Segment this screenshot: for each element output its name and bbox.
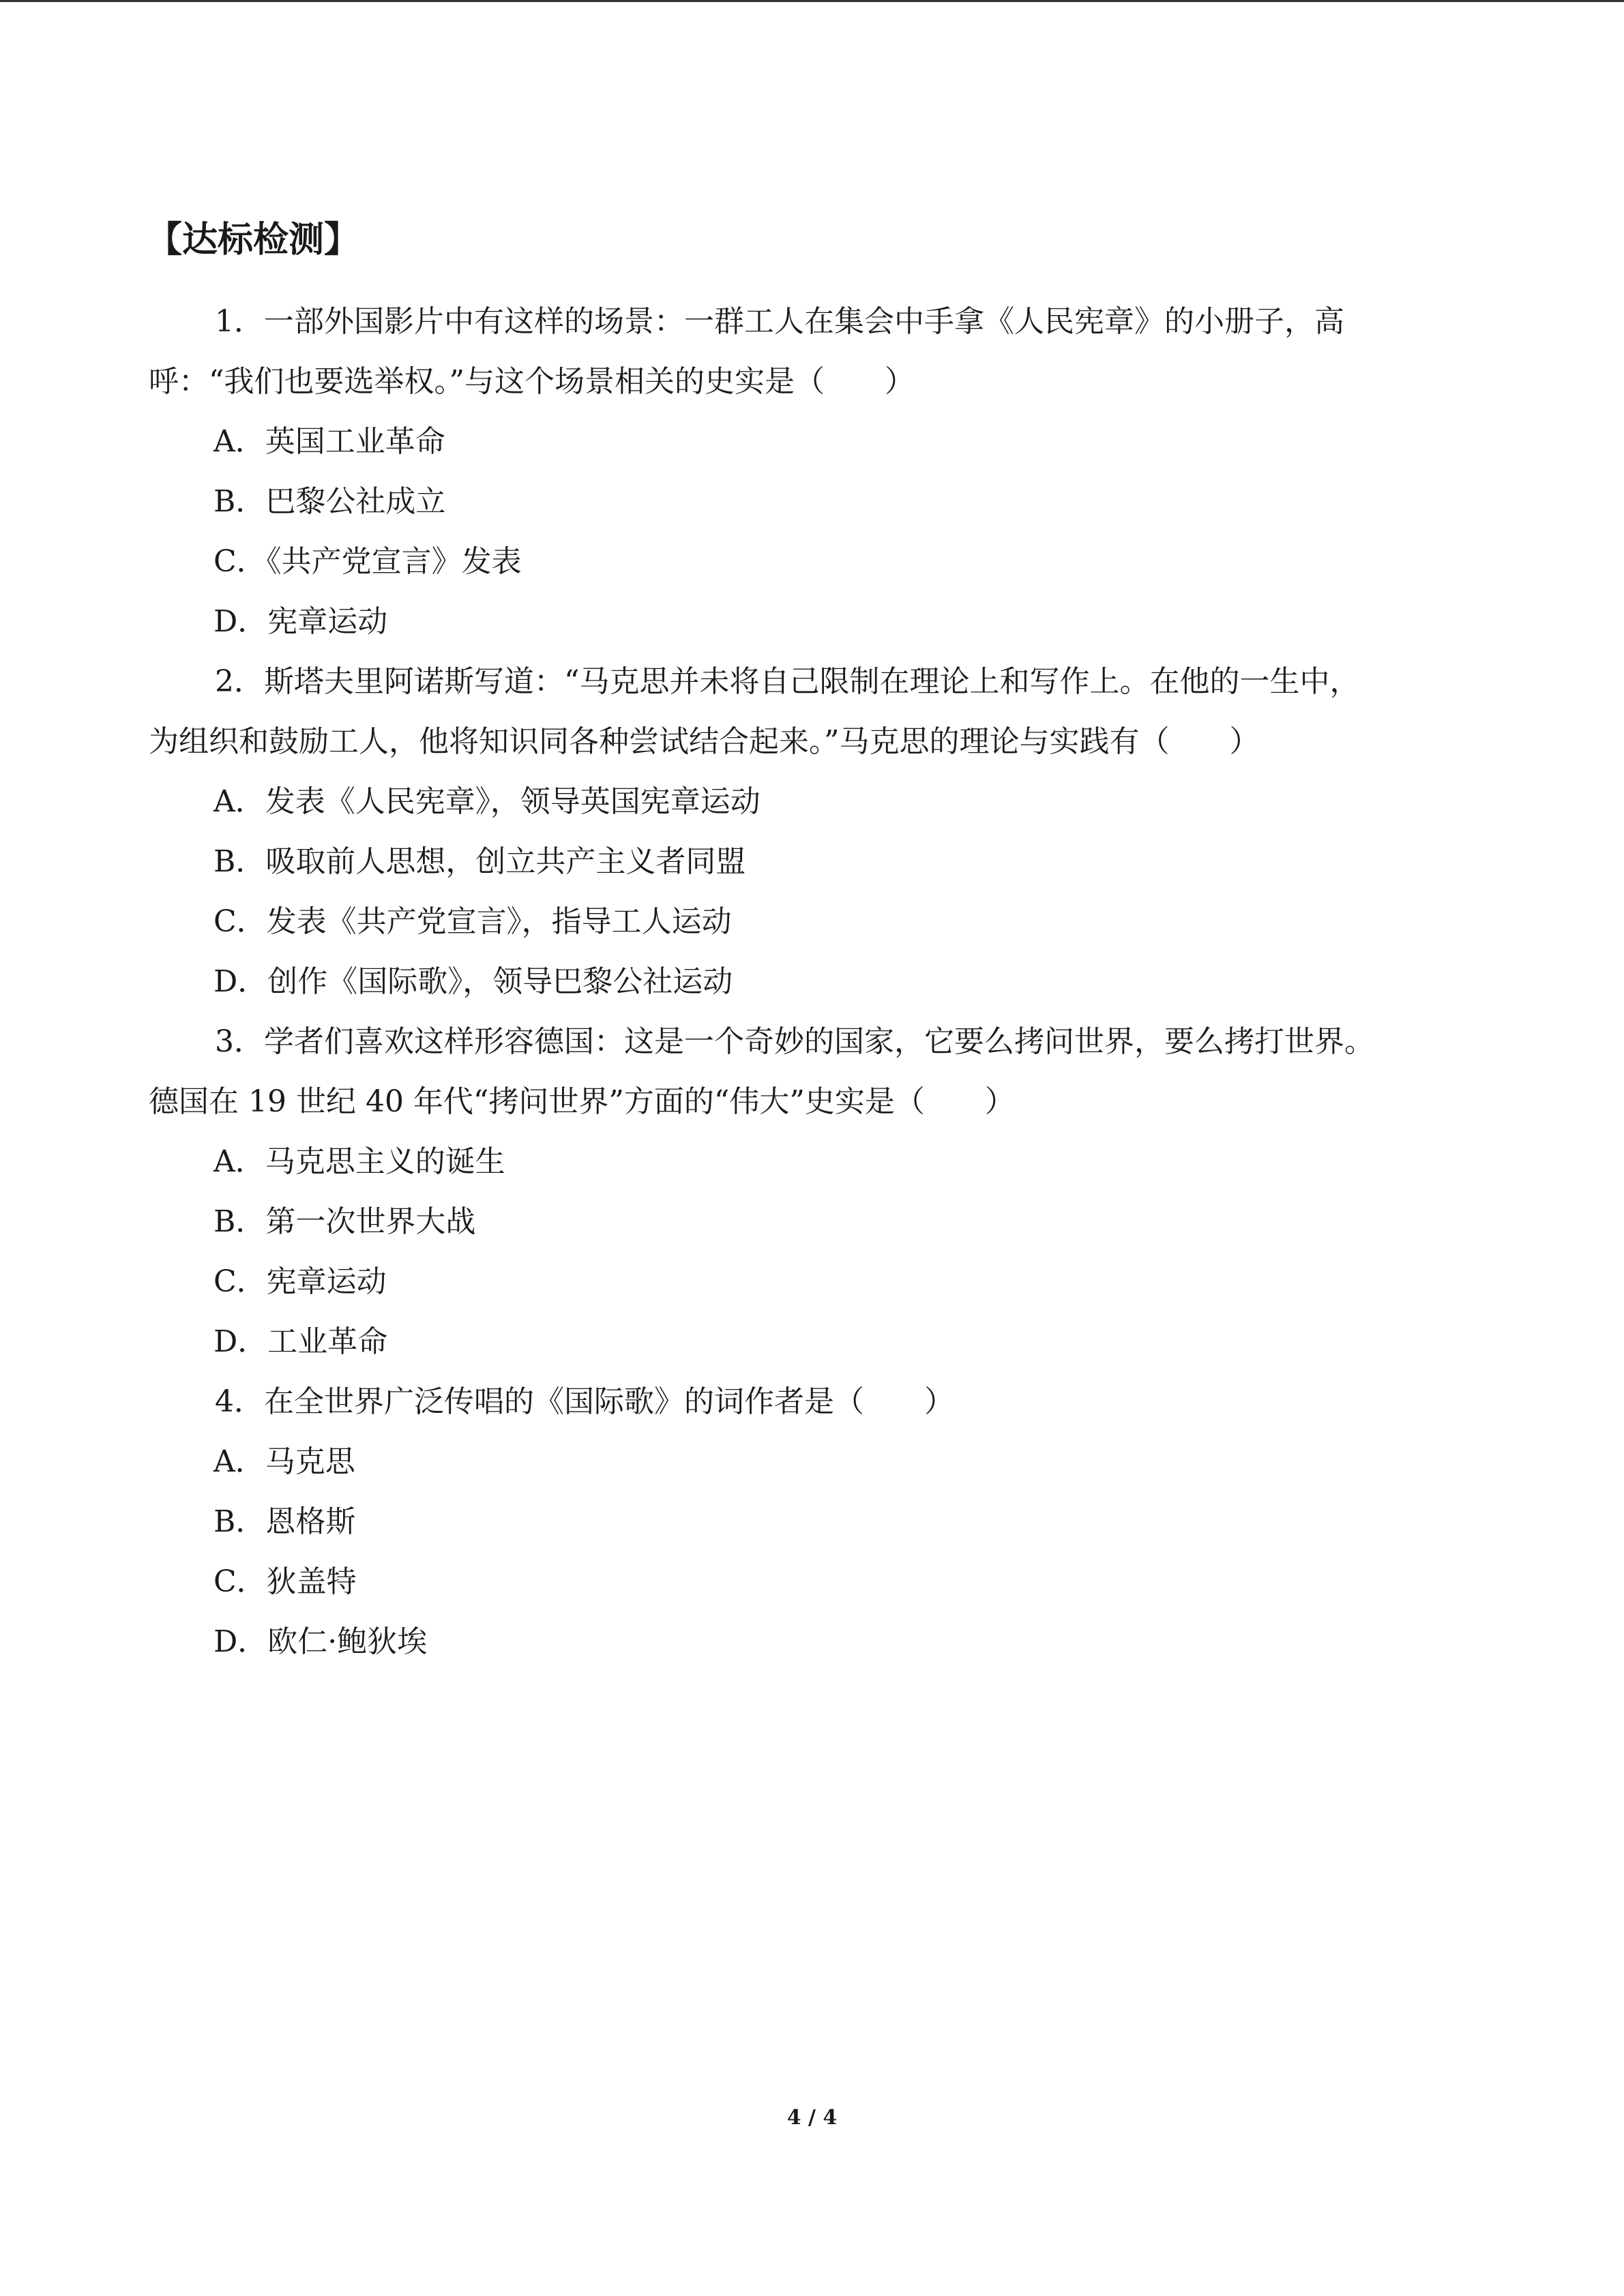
page-number: 4 / 4 — [786, 2106, 838, 2130]
question-3-stem-line-1: 3．学者们喜欢这样形容德国：这是一个奇妙的国家，它要么拷问世界，要么拷打世界。 — [215, 1024, 1374, 1059]
question-4-stem-line-1: 4．在全世界广泛传唱的《国际歌》的词作者是（ ） — [215, 1384, 954, 1419]
question-1-stem-line-2: 呼：“我们也要选举权。”与这个场景相关的史实是（ ） — [149, 364, 915, 399]
question-2-option-a: A．发表《人民宪章》，领导英国宪章运动 — [213, 784, 761, 819]
question-1-option-b: B．巴黎公社成立 — [213, 484, 446, 519]
question-1-option-d: D．宪章运动 — [213, 604, 388, 639]
question-2-stem-line-2: 为组织和鼓励工人，他将知识同各种尝试结合起来。”马克思的理论与实践有（ ） — [149, 724, 1260, 759]
question-3-option-d: D．工业革命 — [213, 1324, 388, 1359]
question-4-option-c: C．狄盖特 — [213, 1564, 357, 1599]
section-heading: 【达标检测】 — [147, 220, 360, 260]
question-1-stem-line-1: 1．一部外国影片中有这样的场景：一群工人在集会中手拿《人民宪章》的小册子，高 — [215, 304, 1344, 339]
question-3-option-a: A．马克思主义的诞生 — [213, 1144, 505, 1179]
question-3-stem-line-2: 德国在 19 世纪 40 年代“拷问世界”方面的“伟大”史实是（ ） — [149, 1084, 1015, 1119]
question-4-option-a: A．马克思 — [213, 1444, 355, 1479]
top-border-line — [0, 0, 1624, 2]
question-2-option-b: B．吸取前人思想，创立共产主义者同盟 — [213, 844, 746, 879]
question-1-option-c: C．《共产党宣言》发表 — [213, 544, 522, 579]
question-2-option-d: D．创作《国际歌》，领导巴黎公社运动 — [213, 964, 733, 999]
question-1-option-a: A．英国工业革命 — [213, 424, 445, 459]
question-2-stem-line-1: 2．斯塔夫里阿诺斯写道：“马克思并未将自己限制在理论上和写作上。在他的一生中， — [215, 664, 1360, 699]
question-4-option-d: D．欧仁·鲍狄埃 — [213, 1624, 428, 1659]
question-4-option-b: B．恩格斯 — [213, 1504, 356, 1539]
question-3-option-c: C．宪章运动 — [213, 1264, 387, 1299]
question-2-option-c: C．发表《共产党宣言》，指导工人运动 — [213, 904, 732, 939]
question-3-option-b: B．第一次世界大战 — [213, 1204, 476, 1239]
